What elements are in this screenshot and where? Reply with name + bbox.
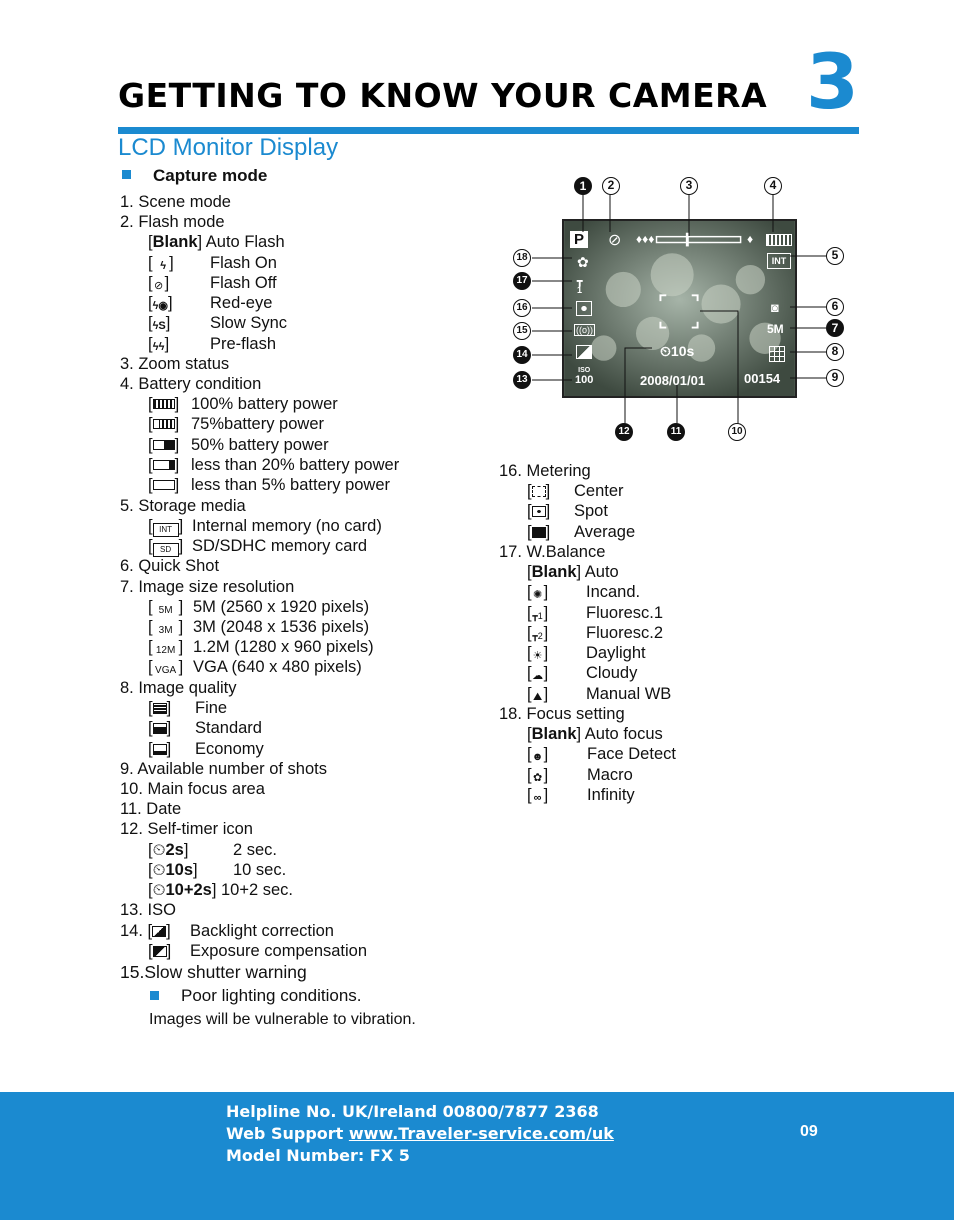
list-item-label: Exposure compensation: [190, 942, 368, 960]
list-item: 11. Date: [120, 800, 182, 818]
list-item: 8. Image quality: [120, 679, 237, 697]
list-item: [ ∞ ]: [527, 786, 549, 804]
list-item: [☻]: [527, 745, 549, 763]
list-item: [✺]: [527, 583, 549, 601]
list-item: 1. Scene mode: [120, 193, 231, 211]
list-item: 12. Self-timer icon: [120, 820, 253, 838]
list-item: [ ]: [148, 719, 172, 737]
list-item-label: Average: [574, 523, 636, 541]
iso-indicator: ISO 100: [575, 367, 594, 386]
list-item-label: less than 20% battery power: [191, 456, 400, 474]
flash-off-icon: ⊘: [153, 280, 164, 292]
list-item-label: Daylight: [586, 644, 646, 662]
callout-10: 10: [728, 423, 746, 441]
quality-fine-icon: [153, 703, 167, 714]
list-item: [ ]: [148, 456, 180, 474]
list-item: [ϟS]: [148, 314, 171, 332]
size-vga-icon: VGA: [155, 665, 177, 676]
list-item-label: 10 sec.: [233, 861, 287, 879]
backlight-icon: [152, 926, 166, 937]
list-item: [ ]: [148, 415, 180, 433]
battery-low-icon: [153, 460, 175, 470]
list-item: 18. Focus setting: [499, 705, 625, 723]
metering-center-icon: [532, 486, 546, 497]
callout-1: 1: [574, 177, 592, 195]
list-item: [☀]: [527, 644, 549, 662]
list-item: 15.Slow shutter warning: [120, 962, 307, 982]
list-item-label: Center: [574, 482, 624, 500]
list-item-label: Economy: [195, 740, 264, 758]
macro-icon: ✿: [577, 254, 589, 270]
list-item: [ϟϟ]: [148, 335, 170, 353]
list-item-label: Face Detect: [587, 745, 676, 763]
list-item: 3. Zoom status: [120, 355, 230, 373]
list-item: [ ]: [527, 502, 551, 520]
callout-9: 9: [826, 369, 844, 387]
cloud-icon: ☁: [532, 670, 544, 682]
zoom-wide-icon: ♦♦♦: [636, 232, 655, 246]
bulb-icon: ✺: [532, 589, 543, 601]
slow-shutter-icon: ((o)): [576, 325, 593, 335]
list-item-label: Flash On: [210, 254, 277, 272]
model-number: Model Number: FX 5: [226, 1146, 410, 1165]
list-item: [ VGA ]: [148, 658, 184, 676]
callout-7: 7: [826, 319, 844, 337]
quality-economy-icon: [153, 744, 167, 755]
self-timer-indicator: ⏲10s: [660, 343, 695, 359]
page-number: 09: [800, 1123, 818, 1140]
list-item: [ ]: [527, 482, 551, 500]
callout-6: 6: [826, 298, 844, 316]
list-item-label: Macro: [587, 766, 633, 784]
list-item: 2. Flash mode: [120, 213, 225, 231]
list-item-label: 1.2M (1280 x 960 pixels): [193, 638, 374, 656]
manual-wb-icon: ⛰: [532, 691, 543, 703]
list-item-label: Cloudy: [586, 664, 638, 682]
self-timer-icon: ⏲: [152, 841, 166, 859]
callout-3: 3: [680, 177, 698, 195]
callout-5: 5: [826, 247, 844, 265]
chapter-number: 3: [806, 37, 859, 126]
list-item-label: Fluoresc.2: [586, 624, 664, 642]
list-item-label: VGA (640 x 480 pixels): [193, 658, 362, 676]
callout-11: 11: [667, 423, 685, 441]
list-item: [Blank] Auto: [527, 563, 619, 581]
list-item-label: 75%battery power: [191, 415, 324, 433]
exposure-icon: [153, 946, 167, 957]
list-item: [ SD ]: [148, 537, 184, 555]
list-item-label: Slow Sync: [210, 314, 288, 332]
shots-remaining: 00154: [744, 371, 781, 386]
sd-card-icon: SD: [153, 543, 179, 557]
list-item: [ϟ◉]: [148, 294, 173, 312]
list-item: 9. Available number of shots: [120, 760, 327, 778]
list-item: [ ]: [527, 523, 551, 541]
list-item: 13. ISO: [120, 901, 176, 919]
callout-18: 18: [513, 249, 531, 267]
wb-fluorescent-icon: ┳ 1: [577, 276, 583, 295]
list-item: [⏲10s]: [148, 861, 198, 879]
metering-spot-icon: [532, 506, 546, 517]
callout-16: 16: [513, 299, 531, 317]
list-item-label: Spot: [574, 502, 608, 520]
callout-lines: [0, 0, 954, 460]
list-item-label: Fine: [195, 699, 228, 717]
infinity-icon: ∞: [533, 792, 542, 804]
callout-13: 13: [513, 371, 531, 389]
list-item-label: Incand.: [586, 583, 641, 601]
scene-mode-icon: P: [570, 231, 588, 248]
list-item-label: less than 5% battery power: [191, 476, 391, 494]
quick-shot-icon: ◙: [771, 300, 779, 315]
list-item: [ INT ]: [148, 517, 184, 535]
list-item: [⛰]: [527, 685, 549, 703]
size-3m-icon: 3M: [158, 625, 173, 636]
internal-memory-icon: INT: [153, 523, 179, 537]
list-item-label: 100% battery power: [191, 395, 338, 413]
list-item-label: 5M (2560 x 1920 pixels): [193, 598, 370, 616]
helpline: Helpline No. UK/Ireland 00800/7877 2368: [226, 1102, 599, 1121]
list-item: 5. Storage media: [120, 497, 246, 515]
list-item: [☁]: [527, 664, 549, 682]
list-item: [ ]: [148, 942, 172, 960]
list-item: [ 12M ]: [148, 638, 184, 656]
list-item: [⏲2s]: [148, 841, 189, 859]
list-item: [┳2]: [527, 624, 549, 642]
list-item: 17. W.Balance: [499, 543, 606, 561]
size-5m-icon: 5M: [767, 322, 784, 336]
battery-empty-icon: [153, 480, 175, 490]
capture-mode-heading: Capture mode: [153, 166, 268, 185]
zoom-tele-icon: ♦: [747, 232, 754, 246]
chapter-title: GETTING TO KNOW YOUR CAMERA: [118, 76, 768, 115]
list-item-label: Fluoresc.1: [586, 604, 664, 622]
list-item: [ ]: [148, 436, 180, 454]
list-item: [⏲10+2s] 10+2 sec.: [148, 881, 293, 899]
metering-average-icon: [532, 527, 546, 538]
flash-on-icon: ϟ: [160, 260, 167, 272]
callout-2: 2: [602, 177, 620, 195]
list-item: 16. Metering: [499, 462, 591, 480]
red-eye-icon: ϟ◉: [152, 300, 169, 312]
list-item-label: Pre-flash: [210, 335, 277, 353]
list-item: [ ]: [148, 476, 180, 494]
callout-12: 12: [615, 423, 633, 441]
callout-14: 14: [513, 346, 531, 364]
support-link[interactable]: www.Traveler-service.com/uk: [348, 1124, 614, 1143]
list-item-label: 50% battery power: [191, 436, 329, 454]
self-timer-icon: ⏲: [152, 861, 166, 879]
fluorescent-2-icon: ┳2: [532, 631, 543, 641]
list-item: [ ]: [148, 699, 172, 717]
fluorescent-1-icon: ┳1: [532, 611, 543, 621]
list-item: 10. Main focus area: [120, 780, 265, 798]
list-item: [ 5M ]: [148, 598, 184, 616]
callout-8: 8: [826, 343, 844, 361]
internal-memory-icon: INT: [767, 253, 791, 269]
callout-15: 15: [513, 322, 531, 340]
pre-flash-icon: ϟϟ: [152, 341, 165, 353]
list-item: 14. [ ]: [120, 922, 171, 940]
list-item-label: Manual WB: [586, 685, 672, 703]
list-item: [ ]: [148, 740, 172, 758]
list-item: [ ]: [148, 395, 180, 413]
sun-icon: ☀: [532, 650, 543, 662]
self-timer-icon: ⏲: [152, 881, 166, 899]
list-item-label: Backlight correction: [190, 922, 334, 940]
list-item: 6. Quick Shot: [120, 557, 220, 575]
lcd-date: 2008/01/01: [640, 373, 706, 388]
list-item: Poor lighting conditions.: [181, 986, 362, 1005]
web-support: Web Support www.Traveler-service.com/uk: [226, 1124, 614, 1143]
list-item-label: Standard: [195, 719, 262, 737]
callout-17: 17: [513, 272, 531, 290]
list-item: [ 3M ]: [148, 618, 184, 636]
size-12m-icon: 12M: [155, 645, 176, 656]
list-item: [Blank] Auto Flash: [148, 233, 285, 251]
list-item-label: SD/SDHC memory card: [192, 537, 368, 555]
macro-icon: ✿: [532, 772, 543, 784]
slow-sync-icon: ϟS: [152, 320, 166, 332]
callout-4: 4: [764, 177, 782, 195]
list-item: Images will be vulnerable to vibration.: [149, 1011, 416, 1028]
size-5m-icon: 5M: [158, 605, 173, 616]
list-item: [ ϟ ]: [148, 254, 174, 272]
flash-icon: ⊘: [608, 232, 622, 249]
list-item-label: Infinity: [587, 786, 635, 804]
list-item-label: Internal memory (no card): [192, 517, 382, 535]
bullet-icon: [150, 991, 159, 1000]
list-item: [┳1]: [527, 604, 549, 622]
footer: [0, 1092, 954, 1220]
list-item: [Blank] Auto focus: [527, 725, 663, 743]
section-title: LCD Monitor Display: [118, 134, 339, 161]
list-item-label: Red-eye: [210, 294, 273, 312]
list-item-label: 2 sec.: [233, 841, 278, 859]
list-item: [✿]: [527, 766, 549, 784]
list-item-label: Flash Off: [210, 274, 277, 292]
list-item: 7. Image size resolution: [120, 578, 295, 596]
list-item: [⊘]: [148, 274, 170, 292]
quality-standard-icon: [153, 723, 167, 734]
face-detect-icon: ☻: [531, 751, 544, 763]
list-item: 4. Battery condition: [120, 375, 262, 393]
list-item-label: 3M (2048 x 1536 pixels): [193, 618, 370, 636]
